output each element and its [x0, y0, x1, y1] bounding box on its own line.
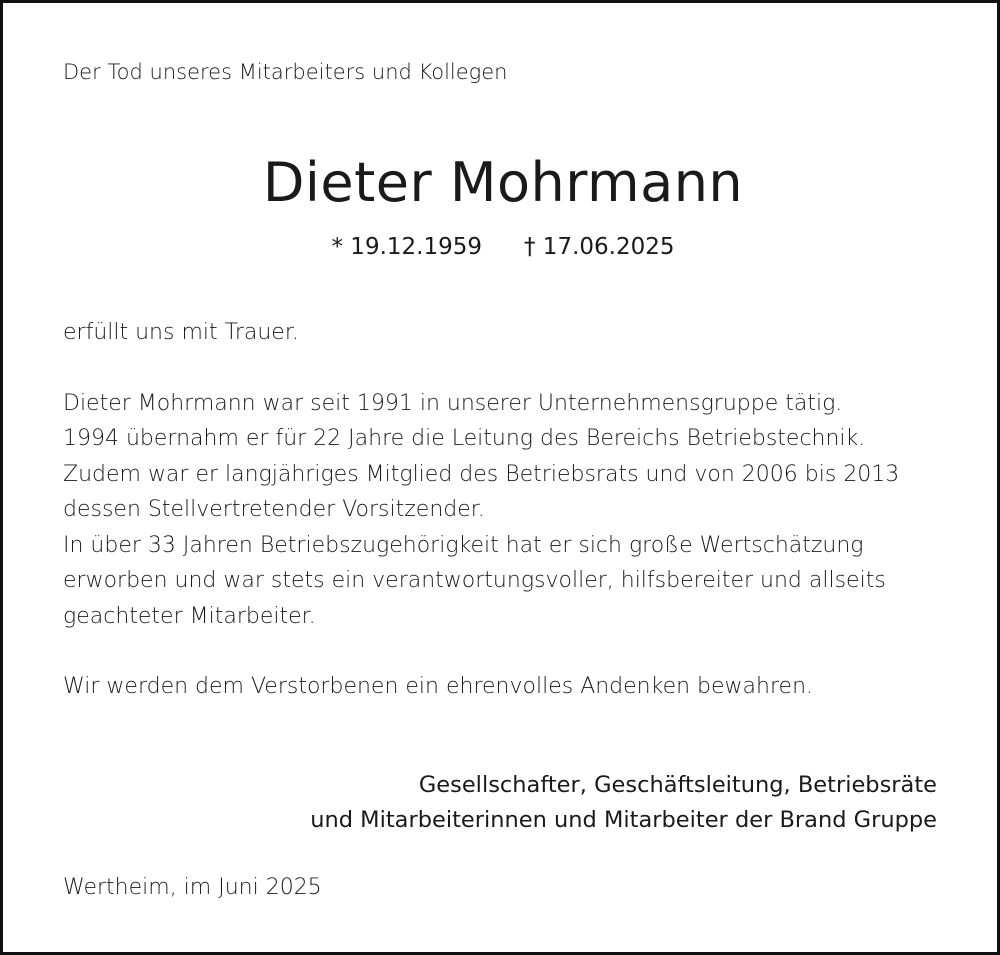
body-line: Zudem war er langjähriges Mitglied des Betriebsrats und von 2006 bis 2013: [63, 461, 900, 487]
signature-block: [310, 768, 937, 838]
body-line: In über 33 Jahren Betriebszugehörigkeit hat er sich große Wertschätzung: [63, 532, 864, 558]
deceased-name: Dieter Mohrmann: [262, 151, 744, 214]
body-line: 1994 übernahm er für 22 Jahre die Leitung des Bereichs Betriebstechnik.: [63, 426, 866, 451]
notice-body: [63, 315, 943, 705]
body-line: Dieter Mohrmann war seit 1991 in unserer Unternehmensgruppe tätig.: [63, 390, 843, 416]
life-dates: [3, 234, 1000, 260]
body-line: dessen Stellvertretender Vorsitzender.: [63, 497, 485, 522]
body-line: erfüllt uns mit Trauer.: [63, 320, 299, 345]
signature-line: und Mitarbeiterinnen und Mitarbeiter der Brand Gruppe: [310, 807, 937, 833]
birth-date: * 19.12.1959: [331, 234, 482, 260]
body-line: erworben und war stets ein verantwortungsvoller, hilfsbereiter und allseits: [63, 568, 886, 593]
place-date: Wertheim, im Juni 2025: [63, 875, 322, 900]
intro-text: Der Tod unseres Mitarbeiters und Kollegen: [63, 60, 508, 84]
closing-line: Wir werden dem Verstorbenen ein ehrenvolles Andenken bewahren.: [63, 674, 814, 699]
signature-line: Gesellschafter, Geschäftsleitung, Betriebsräte: [418, 772, 937, 798]
body-line: geachteter Mitarbeiter.: [63, 603, 316, 629]
death-date: † 17.06.2025: [524, 234, 675, 260]
